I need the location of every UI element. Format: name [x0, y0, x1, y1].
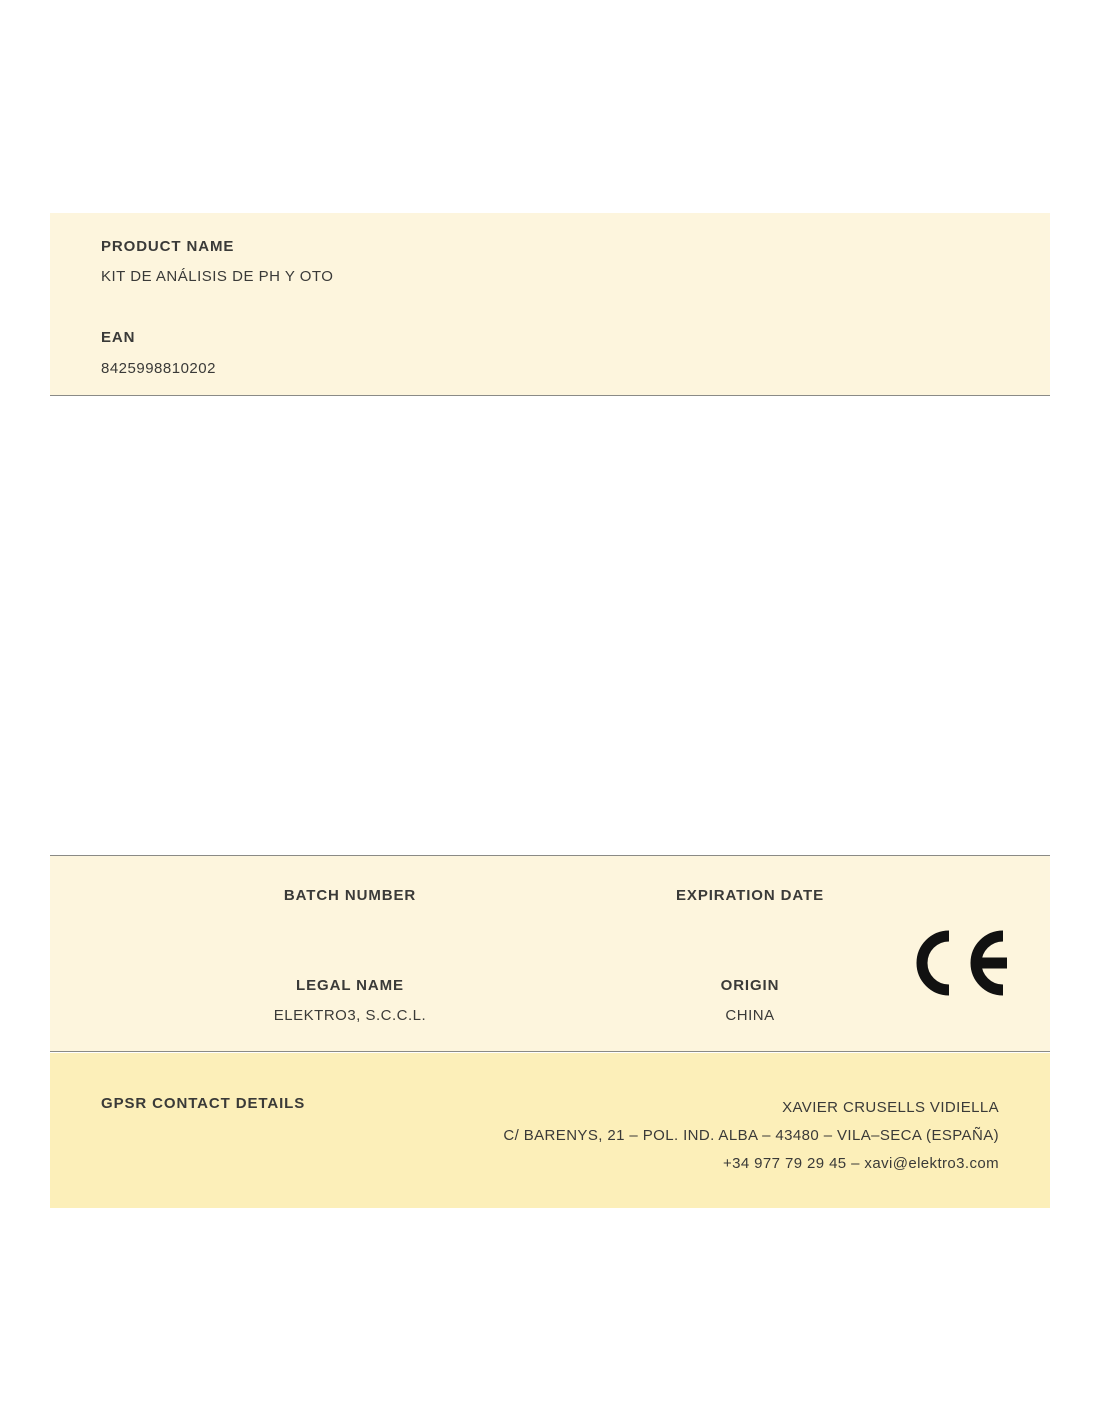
- ean-label: EAN: [101, 329, 136, 346]
- product-name-label: PRODUCT NAME: [101, 238, 235, 255]
- gpsr-contact-phone-email: +34 977 79 29 45 – xavi@elektro3.com: [722, 1155, 999, 1172]
- gpsr-contact-address: C/ BARENYS, 21 – POL. IND. ALBA – 43480 – VILA–SECA (ESPAÑA): [503, 1127, 999, 1144]
- expiration-date-label: EXPIRATION DATE: [676, 887, 824, 904]
- gpsr-contact-details: [503, 1094, 999, 1178]
- details-block: [50, 855, 1050, 1052]
- ean-value: 8425998810202: [101, 360, 216, 377]
- legal-name-value: ELEKTRO3, S.C.C.L.: [273, 1007, 427, 1024]
- gpsr-block: [50, 1053, 1050, 1208]
- batch-number-label: BATCH NUMBER: [283, 887, 417, 904]
- product-block: [50, 213, 1050, 396]
- ce-marking-icon: [905, 928, 1015, 998]
- origin-value: CHINA: [725, 1007, 775, 1024]
- gpsr-contact-name: XAVIER CRUSELLS VIDIELLA: [782, 1099, 999, 1116]
- product-name-value: KIT DE ANÁLISIS DE PH Y OTO: [101, 268, 334, 285]
- gpsr-contact-label: GPSR CONTACT DETAILS: [101, 1095, 306, 1112]
- origin-label: ORIGIN: [720, 977, 780, 994]
- legal-name-label: LEGAL NAME: [296, 977, 404, 994]
